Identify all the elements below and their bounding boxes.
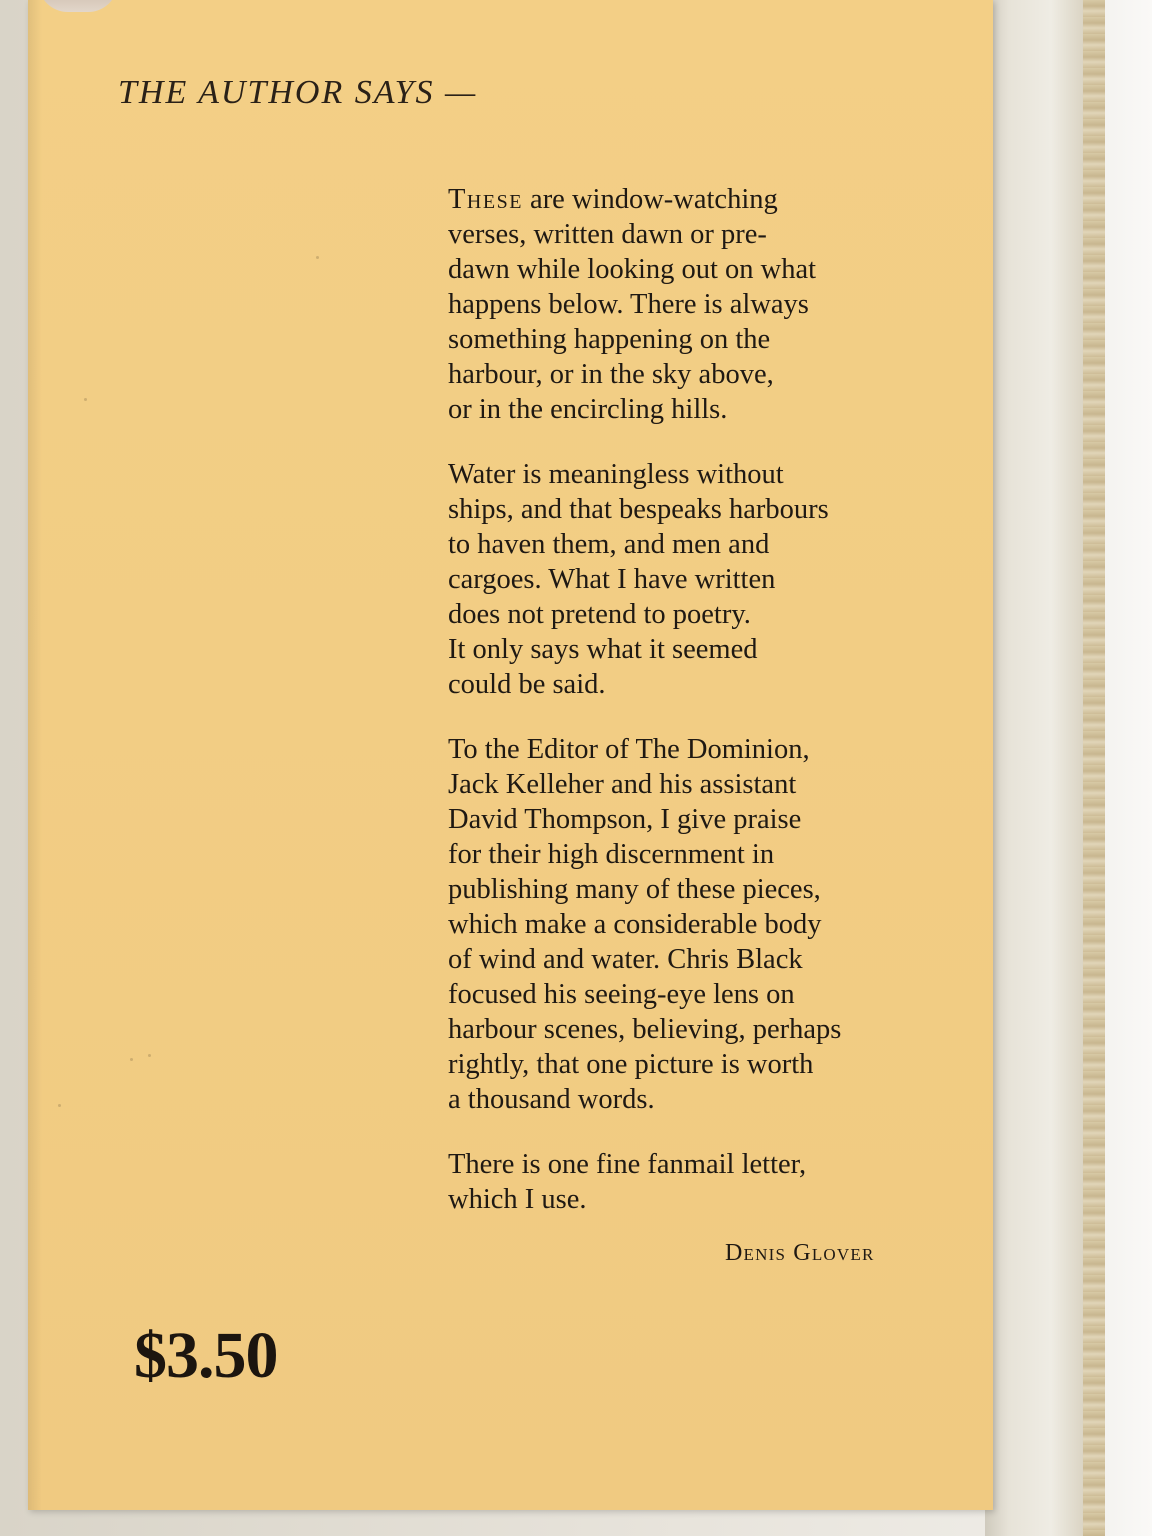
paragraph-1 bbox=[448, 182, 928, 427]
thumb bbox=[38, 0, 118, 12]
text-line: There is one fine fanmail letter, bbox=[448, 1149, 807, 1180]
author-statement bbox=[448, 182, 928, 1247]
text-line: to haven them, and men and bbox=[448, 529, 770, 560]
text-line: Water is meaningless without bbox=[448, 459, 784, 490]
text-line: which make a considerable body bbox=[448, 909, 822, 940]
text-line: something happening on the bbox=[448, 324, 771, 355]
text-line: ships, and that bespeaks harbours bbox=[448, 494, 829, 525]
text-line: David Thompson, I give praise bbox=[448, 804, 802, 835]
price-label: $3.50 bbox=[134, 1319, 278, 1392]
text-line: These are window-watching bbox=[448, 184, 778, 215]
text-line: for their high discernment in bbox=[448, 839, 775, 870]
text-line: happens below. There is always bbox=[448, 289, 809, 320]
lead-word: These bbox=[448, 184, 523, 215]
text-line: Jack Kelleher and his assistant bbox=[448, 769, 797, 800]
text-line: It only says what it seemed bbox=[448, 634, 758, 665]
paragraph-3 bbox=[448, 732, 928, 1117]
text-line: a thousand words. bbox=[448, 1084, 655, 1115]
text-line: which I use. bbox=[448, 1184, 587, 1215]
text-line: verses, written dawn or pre- bbox=[448, 219, 767, 250]
paragraph-4 bbox=[448, 1147, 928, 1217]
text-line: does not pretend to poetry. bbox=[448, 599, 751, 630]
back-board bbox=[1105, 0, 1152, 1536]
text-line: harbour, or in the sky above, bbox=[448, 359, 774, 390]
paragraph-2 bbox=[448, 457, 928, 702]
page-block-edge bbox=[985, 0, 1105, 1536]
text-line: focused his seeing-eye lens on bbox=[448, 979, 795, 1010]
text-line: rightly, that one picture is worth bbox=[448, 1049, 814, 1080]
text-line: of wind and water. Chris Black bbox=[448, 944, 803, 975]
heading: THE AUTHOR SAYS — bbox=[118, 74, 478, 111]
text-line: cargoes. What I have written bbox=[448, 564, 776, 595]
text-line: dawn while looking out on what bbox=[448, 254, 817, 285]
text-line: harbour scenes, believing, perhaps bbox=[448, 1014, 842, 1045]
text-line: or in the encircling hills. bbox=[448, 394, 728, 425]
author-signature: Denis Glover bbox=[725, 1240, 875, 1266]
text-line: could be said. bbox=[448, 669, 606, 700]
text-line: publishing many of these pieces, bbox=[448, 874, 821, 905]
text-line: To the Editor of The Dominion, bbox=[448, 734, 810, 765]
